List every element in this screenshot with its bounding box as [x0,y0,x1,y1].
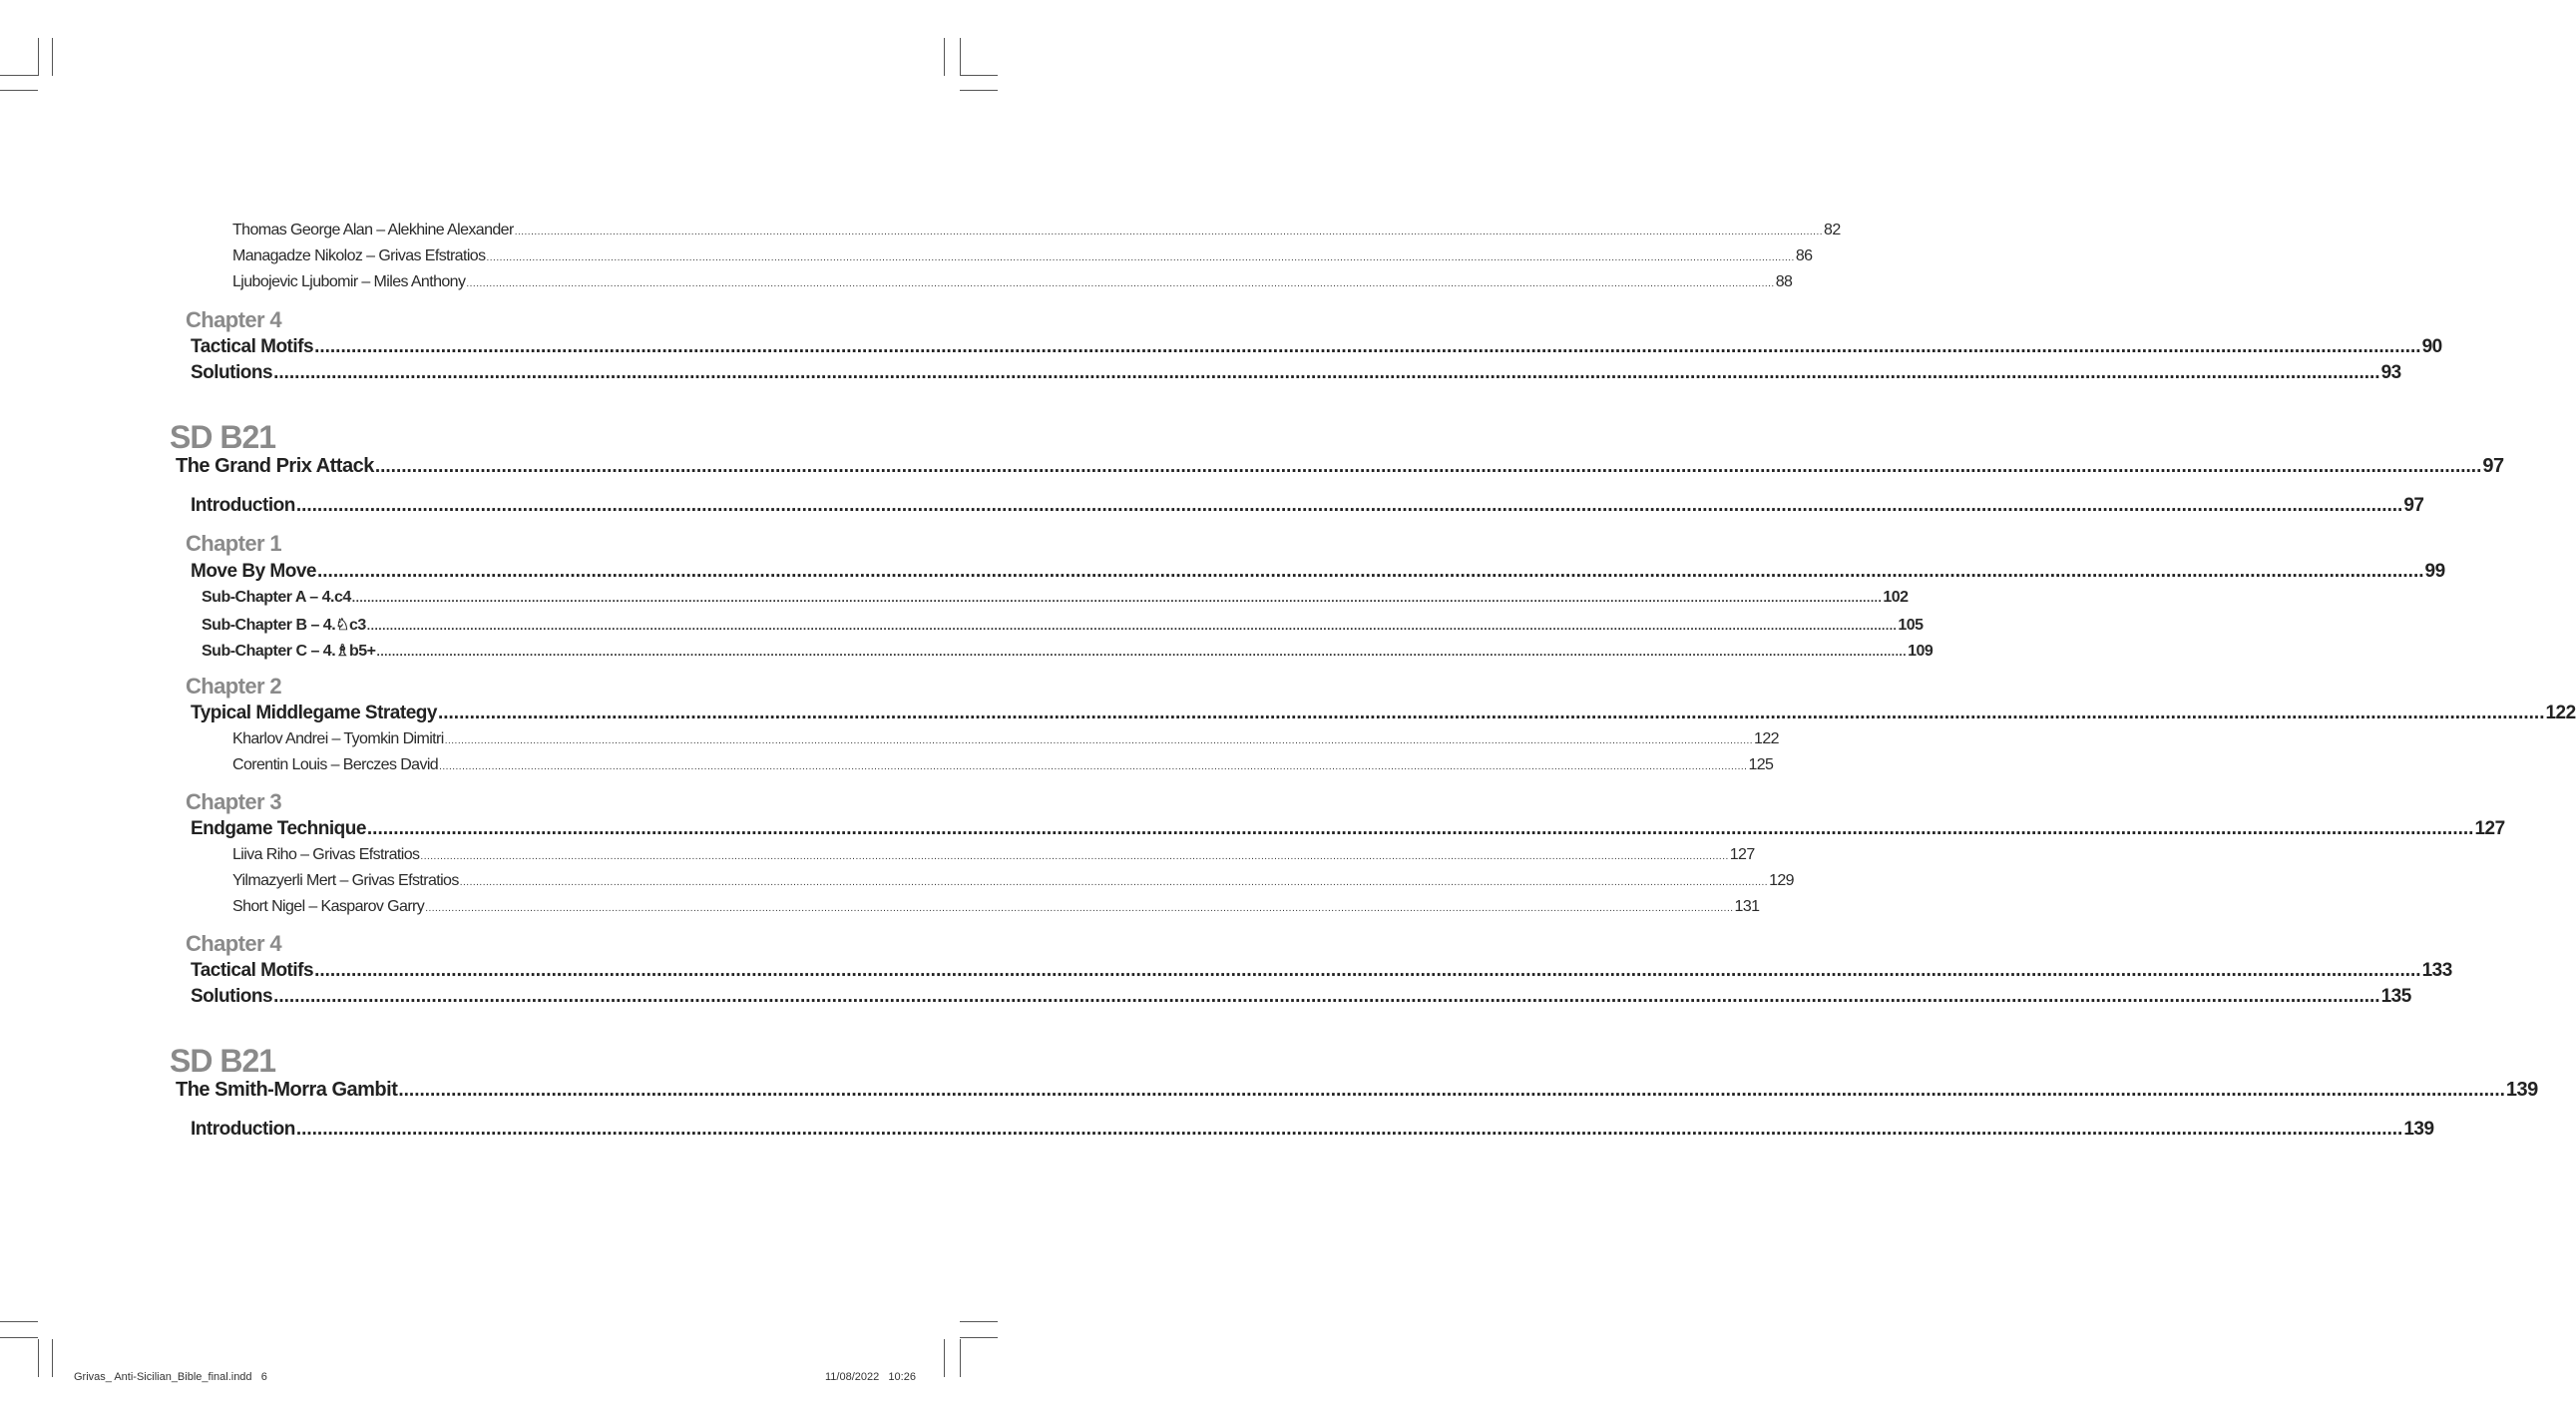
crop-mark [944,1339,945,1377]
entry-label: Solutions [191,986,273,1007]
chapter-heading: Chapter 4 [186,307,282,332]
page-number: 133 [2421,960,2452,981]
toc-main-entry [191,818,2505,840]
crop-mark [960,75,998,76]
toc-game-entry [232,273,1793,291]
toc-main-entry [191,703,2576,724]
crop-mark [0,75,38,76]
entry-label: Sub-Chapter B – 4.♘c3 [202,617,366,634]
chapter-heading: Chapter 3 [186,789,282,814]
entry-label: Managadze Nikoloz – Grivas Efstratios [232,247,486,264]
toc-sub-entry [202,641,1933,661]
toc-sub-entry [202,615,1924,635]
entry-label: Thomas George Alan – Alekhine Alexander [232,222,514,238]
page-number: 90 [2421,336,2442,357]
toc-game-entry [232,756,1774,774]
crop-mark [0,1337,38,1338]
dot-leader: ................................................................................................................................................................................................................................................................................................................................................................................................................ [316,561,2424,582]
dot-leader: ................................................................................................................................................................................................................................................................................................................................................................................................................ [398,1080,2505,1101]
page-number: 86 [1795,247,1813,264]
dot-leader: ................................................................................................................................................................................................................................................................................................................................................................................................................ [444,735,1754,746]
toc-main-entry [191,495,2424,517]
dot-leader: ................................................................................................................................................................................................................................................................................................................................................................................................................ [314,336,2421,357]
toc-main-entry [191,336,2442,358]
dot-leader: ................................................................................................................................................................................................................................................................................................................................................................................................................ [459,877,1769,888]
dot-leader: ................................................................................................................................................................................................................................................................................................................................................................................................................ [439,761,1748,772]
entry-label: Endgame Technique [191,818,366,839]
dot-leader: ................................................................................................................................................................................................................................................................................................................................................................................................................ [366,619,1898,633]
dot-leader: ................................................................................................................................................................................................................................................................................................................................................................................................................ [374,456,2482,477]
section-code: SD B21 [170,1043,276,1079]
crop-mark [38,1339,39,1377]
dot-leader: ................................................................................................................................................................................................................................................................................................................................................................................................................ [295,1119,2403,1140]
page-number: 102 [1883,589,1909,606]
crop-mark [960,1337,998,1338]
toc-game-entry [232,846,1755,864]
dot-leader: ................................................................................................................................................................................................................................................................................................................................................................................................................ [273,986,2380,1007]
toc-game-entry [232,898,1760,916]
toc-game-entry [232,222,1841,239]
page-number: 129 [1769,872,1794,889]
page-number: 139 [2505,1079,2538,1101]
page-number: 109 [1908,643,1933,660]
page-number: 131 [1734,898,1760,915]
dot-leader: ................................................................................................................................................................................................................................................................................................................................................................................................................ [376,645,1908,659]
crop-mark [0,1321,38,1322]
entry-label: Corentin Louis – Berczes David [232,756,439,773]
dot-leader: ................................................................................................................................................................................................................................................................................................................................................................................................................ [420,851,1729,862]
toc-game-entry [232,730,1779,748]
page-number: 125 [1748,756,1774,773]
entry-label: Introduction [191,1119,295,1140]
entry-label: Typical Middlegame Strategy [191,703,437,723]
crop-mark [960,1321,998,1322]
crop-mark [0,90,38,91]
file-slug: Grivas_ Anti-Sicilian_Bible_final.indd 6 [74,1371,267,1383]
page-number: 97 [2482,455,2504,477]
dot-leader: ................................................................................................................................................................................................................................................................................................................................................................................................................ [366,818,2474,839]
entry-label: Sub-Chapter C – 4.♗b5+ [202,643,376,660]
entry-label: Move By Move [191,561,316,582]
crop-mark [944,38,945,76]
crop-mark [960,38,961,76]
entry-label: The Grand Prix Attack [176,455,374,477]
chapter-heading: Chapter 4 [186,931,282,956]
toc-main-entry [191,960,2452,982]
chapter-heading: Chapter 1 [186,531,282,556]
toc-game-entry [232,872,1794,890]
page-number: 97 [2403,495,2424,516]
section-title-entry [176,1079,2538,1102]
entry-label: Short Nigel – Kasparov Garry [232,898,425,915]
dot-leader: ................................................................................................................................................................................................................................................................................................................................................................................................................ [314,960,2421,981]
page-number: 127 [1729,846,1755,863]
entry-label: Liiva Riho – Grivas Efstratios [232,846,420,863]
toc-main-entry [191,986,2411,1008]
entry-label: Tactical Motifs [191,336,314,357]
entry-label: Tactical Motifs [191,960,314,981]
dot-leader: ................................................................................................................................................................................................................................................................................................................................................................................................................ [466,278,1775,289]
date-slug: 11/08/2022 10:26 [825,1371,916,1383]
entry-label: Sub-Chapter A – 4.c4 [202,589,351,606]
entry-label: Introduction [191,495,295,516]
crop-mark [960,1339,961,1377]
page-number: 105 [1898,617,1924,634]
dot-leader: ................................................................................................................................................................................................................................................................................................................................................................................................................ [295,495,2403,516]
dot-leader: ................................................................................................................................................................................................................................................................................................................................................................................................................ [486,252,1795,263]
page-number: 82 [1824,222,1841,238]
toc-sub-entry [202,589,1909,607]
page-number: 122 [2545,703,2576,723]
dot-leader: ................................................................................................................................................................................................................................................................................................................................................................................................................ [437,703,2545,723]
entry-label: Kharlov Andrei – Tyomkin Dimitri [232,730,444,747]
dot-leader: ................................................................................................................................................................................................................................................................................................................................................................................................................ [273,362,2380,383]
dot-leader: ................................................................................................................................................................................................................................................................................................................................................................................................................ [425,903,1734,914]
chapter-heading: Chapter 2 [186,674,282,699]
entry-label: The Smith-Morra Gambit [176,1079,398,1101]
entry-label: Solutions [191,362,273,383]
page-number: 99 [2424,561,2445,582]
page-number: 122 [1754,730,1779,747]
entry-label: Yilmazyerli Mert – Grivas Efstratios [232,872,459,889]
page-number: 93 [2380,362,2401,383]
page-number: 88 [1775,273,1793,290]
page-number: 127 [2474,818,2505,839]
section-code: SD B21 [170,419,276,455]
crop-mark [38,38,39,76]
toc-main-entry [191,362,2401,384]
page-number: 135 [2380,986,2411,1007]
section-title-entry [176,455,2504,478]
dot-leader: ................................................................................................................................................................................................................................................................................................................................................................................................................ [351,591,1883,605]
page-number: 139 [2403,1119,2434,1140]
toc-main-entry [191,561,2445,583]
toc-main-entry [191,1119,2434,1141]
toc-game-entry [232,247,1813,265]
entry-label: Ljubojevic Ljubomir – Miles Anthony [232,273,466,290]
crop-mark [52,1339,53,1377]
crop-mark [52,38,53,76]
crop-mark [960,90,998,91]
dot-leader: ................................................................................................................................................................................................................................................................................................................................................................................................................ [514,227,1824,237]
